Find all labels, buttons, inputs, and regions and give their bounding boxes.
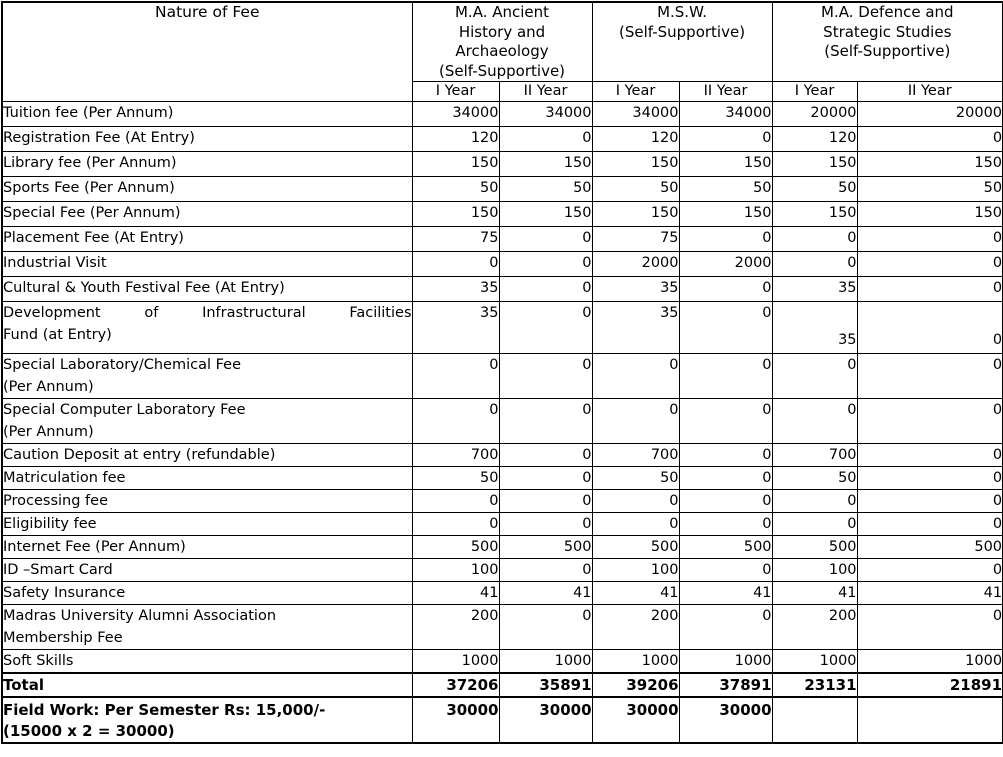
fee-value: 50 bbox=[592, 467, 679, 490]
fee-value: 35 bbox=[592, 277, 679, 302]
fieldwork-row bbox=[2, 697, 1003, 743]
total-value: 37891 bbox=[679, 673, 772, 697]
program-line: (Self-Supportive) bbox=[824, 42, 951, 60]
fee-value: 100 bbox=[592, 559, 679, 582]
fee-value: 0 bbox=[499, 467, 592, 490]
table-row bbox=[2, 227, 1003, 252]
fee-value: 0 bbox=[679, 277, 772, 302]
fee-value: 150 bbox=[772, 152, 857, 177]
fee-value: 0 bbox=[772, 354, 857, 399]
fee-value: 0 bbox=[412, 490, 499, 513]
table-row bbox=[2, 102, 1003, 127]
fee-value: 50 bbox=[772, 177, 857, 202]
header-nature-of-fee bbox=[2, 2, 412, 102]
fee-structure-table bbox=[1, 1, 1003, 744]
fee-value: 20000 bbox=[857, 102, 1003, 127]
fee-label bbox=[2, 605, 412, 650]
fee-value: 0 bbox=[857, 252, 1003, 277]
fee-value: 0 bbox=[857, 605, 1003, 650]
header-year-def-2: II Year bbox=[857, 82, 1003, 102]
fee-value: 41 bbox=[679, 582, 772, 605]
fee-value: 120 bbox=[592, 127, 679, 152]
fee-value: 0 bbox=[499, 444, 592, 467]
fee-label: Industrial Visit bbox=[2, 252, 412, 277]
fieldwork-value: 30000 bbox=[412, 697, 499, 743]
fieldwork-label bbox=[2, 697, 412, 743]
fee-value: 0 bbox=[679, 127, 772, 152]
fee-value: 500 bbox=[857, 536, 1003, 559]
header-program-defence bbox=[772, 2, 1003, 82]
table-row bbox=[2, 152, 1003, 177]
fee-value: 41 bbox=[412, 582, 499, 605]
fee-label: Internet Fee (Per Annum) bbox=[2, 536, 412, 559]
program-line: Archaeology bbox=[455, 42, 549, 60]
fee-label: Safety Insurance bbox=[2, 582, 412, 605]
header-year-def-1: I Year bbox=[772, 82, 857, 102]
table-row bbox=[2, 252, 1003, 277]
fee-value: 700 bbox=[592, 444, 679, 467]
fee-value: 50 bbox=[412, 467, 499, 490]
fee-value: 200 bbox=[592, 605, 679, 650]
fee-value: 0 bbox=[772, 513, 857, 536]
fee-value: 35 bbox=[772, 277, 857, 302]
fee-value: 0 bbox=[857, 302, 1003, 354]
fee-label: Library fee (Per Annum) bbox=[2, 152, 412, 177]
program-line: History and bbox=[458, 22, 546, 41]
fee-value: 100 bbox=[772, 559, 857, 582]
fee-value: 500 bbox=[592, 536, 679, 559]
fee-value: 34000 bbox=[499, 102, 592, 127]
fee-value: 700 bbox=[772, 444, 857, 467]
fee-value: 120 bbox=[412, 127, 499, 152]
fee-value: 35 bbox=[772, 302, 857, 354]
fee-label: Special Fee (Per Annum) bbox=[2, 202, 412, 227]
fee-label-line: Madras University Alumni Association bbox=[3, 608, 277, 624]
fee-value: 150 bbox=[857, 202, 1003, 227]
fee-label: Caution Deposit at entry (refundable) bbox=[2, 444, 412, 467]
fee-value: 0 bbox=[857, 559, 1003, 582]
fee-value: 0 bbox=[412, 354, 499, 399]
header-program-msw bbox=[592, 2, 772, 82]
fee-value: 500 bbox=[499, 536, 592, 559]
fee-value: 0 bbox=[857, 490, 1003, 513]
header-year-msw-2: II Year bbox=[679, 82, 772, 102]
table-row bbox=[2, 302, 1003, 354]
total-row bbox=[2, 673, 1003, 697]
fee-label: Registration Fee (At Entry) bbox=[2, 127, 412, 152]
fee-value: 0 bbox=[679, 302, 772, 354]
fee-label-line: Special Computer Laboratory Fee bbox=[3, 402, 246, 418]
fee-value: 34000 bbox=[592, 102, 679, 127]
fee-value: 0 bbox=[679, 605, 772, 650]
fee-value: 0 bbox=[412, 513, 499, 536]
fee-value: 700 bbox=[412, 444, 499, 467]
fieldwork-value bbox=[857, 697, 1003, 743]
fee-value: 0 bbox=[857, 127, 1003, 152]
fee-value: 200 bbox=[412, 605, 499, 650]
fieldwork-value: 30000 bbox=[592, 697, 679, 743]
fee-value: 75 bbox=[592, 227, 679, 252]
fee-value: 100 bbox=[412, 559, 499, 582]
fee-value: 150 bbox=[679, 152, 772, 177]
table-row bbox=[2, 354, 1003, 399]
fee-label bbox=[2, 354, 412, 399]
table-body bbox=[2, 102, 1003, 744]
total-value: 39206 bbox=[592, 673, 679, 697]
program-line: (Self-Supportive) bbox=[438, 61, 566, 80]
fee-value: 2000 bbox=[679, 252, 772, 277]
fee-value: 0 bbox=[499, 490, 592, 513]
table-row bbox=[2, 177, 1003, 202]
fee-value: 0 bbox=[857, 467, 1003, 490]
fieldwork-value bbox=[772, 697, 857, 743]
header-row-programs bbox=[2, 2, 1003, 82]
fee-value: 1000 bbox=[772, 650, 857, 674]
fee-value: 150 bbox=[772, 202, 857, 227]
table-row bbox=[2, 490, 1003, 513]
fieldwork-label-line: (15000 x 2 = 30000) bbox=[3, 722, 175, 740]
fee-label-line: (Per Annum) bbox=[3, 424, 94, 440]
fee-value: 0 bbox=[412, 252, 499, 277]
fee-label bbox=[2, 302, 412, 354]
table-row bbox=[2, 467, 1003, 490]
fee-value: 50 bbox=[499, 177, 592, 202]
fee-value: 34000 bbox=[679, 102, 772, 127]
table-row bbox=[2, 582, 1003, 605]
header-nature-of-fee-text: Nature of Fee bbox=[155, 3, 260, 21]
fee-value: 0 bbox=[857, 227, 1003, 252]
fee-label: Soft Skills bbox=[2, 650, 412, 674]
fee-value: 150 bbox=[499, 202, 592, 227]
fee-value: 0 bbox=[857, 444, 1003, 467]
table-row bbox=[2, 536, 1003, 559]
total-value: 21891 bbox=[857, 673, 1003, 697]
fee-value: 500 bbox=[412, 536, 499, 559]
table-row bbox=[2, 127, 1003, 152]
fee-value: 50 bbox=[857, 177, 1003, 202]
fee-value: 120 bbox=[772, 127, 857, 152]
table-row bbox=[2, 605, 1003, 650]
fee-value: 1000 bbox=[499, 650, 592, 674]
fee-value: 0 bbox=[772, 227, 857, 252]
fee-value: 200 bbox=[772, 605, 857, 650]
fee-label-line: Special Laboratory/Chemical Fee bbox=[3, 357, 241, 373]
fee-value: 0 bbox=[499, 399, 592, 444]
fee-value: 0 bbox=[592, 490, 679, 513]
fee-value: 0 bbox=[857, 513, 1003, 536]
fee-value: 150 bbox=[679, 202, 772, 227]
header-year-msw-1: I Year bbox=[592, 82, 679, 102]
fee-value: 50 bbox=[592, 177, 679, 202]
fee-value: 35 bbox=[412, 277, 499, 302]
fee-value: 0 bbox=[857, 399, 1003, 444]
fee-value: 0 bbox=[499, 277, 592, 302]
fee-label: ID –Smart Card bbox=[2, 559, 412, 582]
fee-value: 0 bbox=[499, 559, 592, 582]
fee-label bbox=[2, 399, 412, 444]
fee-value: 34000 bbox=[412, 102, 499, 127]
table-header bbox=[2, 2, 1003, 102]
fee-value: 50 bbox=[412, 177, 499, 202]
fee-value: 0 bbox=[679, 444, 772, 467]
fee-value: 0 bbox=[499, 252, 592, 277]
fieldwork-value: 30000 bbox=[499, 697, 592, 743]
fee-label-line: Membership Fee bbox=[3, 630, 123, 646]
fee-value: 0 bbox=[772, 490, 857, 513]
fee-value: 0 bbox=[679, 467, 772, 490]
fee-value: 1000 bbox=[412, 650, 499, 674]
table-row bbox=[2, 513, 1003, 536]
table-row bbox=[2, 277, 1003, 302]
fee-value: 41 bbox=[772, 582, 857, 605]
fee-value: 2000 bbox=[592, 252, 679, 277]
fee-label: Eligibility fee bbox=[2, 513, 412, 536]
fee-value: 0 bbox=[499, 605, 592, 650]
fee-value: 0 bbox=[679, 559, 772, 582]
fee-value: 150 bbox=[592, 202, 679, 227]
fee-label: Sports Fee (Per Annum) bbox=[2, 177, 412, 202]
fee-value: 41 bbox=[857, 582, 1003, 605]
program-line: M.A. Ancient bbox=[454, 3, 550, 21]
total-value: 23131 bbox=[772, 673, 857, 697]
table-row bbox=[2, 444, 1003, 467]
fee-value: 50 bbox=[772, 467, 857, 490]
fee-label: Processing fee bbox=[2, 490, 412, 513]
fee-value: 150 bbox=[412, 202, 499, 227]
fee-value: 0 bbox=[499, 127, 592, 152]
fee-value: 0 bbox=[499, 513, 592, 536]
fee-value: 500 bbox=[772, 536, 857, 559]
total-label: Total bbox=[2, 673, 412, 697]
fee-value: 0 bbox=[679, 354, 772, 399]
fee-value: 0 bbox=[499, 227, 592, 252]
fee-value: 0 bbox=[772, 399, 857, 444]
fee-value: 0 bbox=[772, 252, 857, 277]
fee-value: 0 bbox=[679, 490, 772, 513]
header-year-ah-2: II Year bbox=[499, 82, 592, 102]
fee-label-line: Development of Infrastructural Facilities bbox=[3, 305, 412, 321]
fee-value: 1000 bbox=[679, 650, 772, 674]
fee-value: 35 bbox=[412, 302, 499, 354]
fee-value: 150 bbox=[412, 152, 499, 177]
fee-value: 0 bbox=[499, 354, 592, 399]
fee-value: 0 bbox=[857, 277, 1003, 302]
fee-label-line: Fund (at Entry) bbox=[3, 327, 112, 343]
program-line: (Self-Supportive) bbox=[618, 22, 746, 41]
fee-label: Matriculation fee bbox=[2, 467, 412, 490]
fee-value: 50 bbox=[679, 177, 772, 202]
fee-value: 1000 bbox=[592, 650, 679, 674]
fee-value: 0 bbox=[412, 399, 499, 444]
fee-value: 150 bbox=[857, 152, 1003, 177]
fee-value: 0 bbox=[499, 302, 592, 354]
fee-value: 0 bbox=[592, 513, 679, 536]
fee-label: Placement Fee (At Entry) bbox=[2, 227, 412, 252]
fee-value: 35 bbox=[592, 302, 679, 354]
fee-label-line: (Per Annum) bbox=[3, 379, 94, 395]
header-program-ancient-history bbox=[412, 2, 592, 82]
fee-label: Cultural & Youth Festival Fee (At Entry) bbox=[2, 277, 412, 302]
fee-value: 0 bbox=[679, 513, 772, 536]
table-row bbox=[2, 559, 1003, 582]
fee-value: 0 bbox=[592, 354, 679, 399]
table-row bbox=[2, 399, 1003, 444]
table-row bbox=[2, 650, 1003, 674]
fee-value: 150 bbox=[499, 152, 592, 177]
fee-value: 0 bbox=[857, 354, 1003, 399]
fee-label: Tuition fee (Per Annum) bbox=[2, 102, 412, 127]
header-year-ah-1: I Year bbox=[412, 82, 499, 102]
fee-value: 0 bbox=[679, 227, 772, 252]
program-line: M.S.W. bbox=[657, 3, 707, 21]
program-line: M.A. Defence and bbox=[821, 3, 954, 21]
fee-value: 0 bbox=[679, 399, 772, 444]
total-value: 35891 bbox=[499, 673, 592, 697]
fee-value: 500 bbox=[679, 536, 772, 559]
fee-value: 0 bbox=[592, 399, 679, 444]
fee-value: 150 bbox=[592, 152, 679, 177]
fee-value: 41 bbox=[499, 582, 592, 605]
fee-value: 41 bbox=[592, 582, 679, 605]
fee-value: 1000 bbox=[857, 650, 1003, 674]
fieldwork-value: 30000 bbox=[679, 697, 772, 743]
table-row bbox=[2, 202, 1003, 227]
fee-value: 20000 bbox=[772, 102, 857, 127]
fee-value: 75 bbox=[412, 227, 499, 252]
program-line: Strategic Studies bbox=[823, 22, 952, 41]
total-value: 37206 bbox=[412, 673, 499, 697]
fieldwork-label-line: Field Work: Per Semester Rs: 15,000/- bbox=[3, 701, 326, 719]
